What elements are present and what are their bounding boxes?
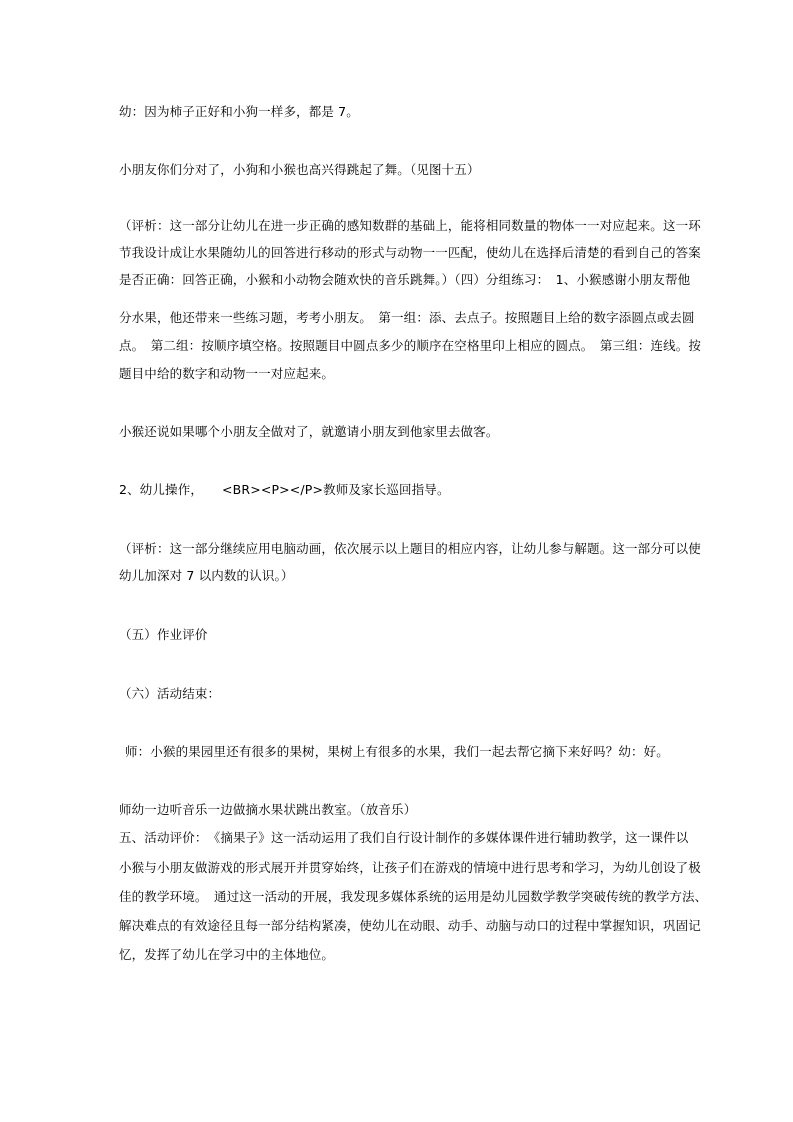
paragraph-line: 题目中给的数字和动物一一对应起来。 [119, 366, 335, 381]
paragraph-line: 2、幼儿操作， <BR><P></P>教师及家长巡回指导。 [119, 482, 450, 497]
paragraph-line: 佳的教学环境。 通过这一活动的开展，我发现多媒体系统的运用是幼儿园数学教学突破传统的教学方法、 [119, 889, 708, 904]
paragraph-line: 幼儿加深对 7 以内数的认识。） [119, 568, 294, 583]
section-heading: （六）活动结束： [119, 686, 221, 701]
section-heading: （五）作业评价 [119, 627, 208, 642]
paragraph-line: 师幼一边听音乐一边做摘水果状跳出教室。（放音乐） [119, 802, 417, 817]
paragraph-line: 小猴还说如果哪个小朋友全做对了，就邀请小朋友到他家里去做客。 [119, 424, 499, 439]
paragraph-line: 幼：因为柿子正好和小狗一样多，都是 7。 [119, 104, 359, 119]
paragraph-line: 师：小猴的果园里还有很多的果树，果树上有很多的水果，我们一起去帮它摘下来好吗？幼：好。 [125, 744, 669, 759]
paragraph-line: 五、活动评价： 《摘果子》这一活动运用了我们自行设计制作的多媒体课件进行辅助教学，这一课件以 [119, 830, 689, 845]
paragraph-line: 点。 第二组：按顺序填空格。按照题目中圆点多少的顺序在空格里印上相应的圆点。 第三组：连线。按 [119, 338, 702, 353]
paragraph-line: 解决难点的有效途径且每一部分结构紧凑，使幼儿在动眼、动手、动脑与动口的过程中掌握知识，巩固记 [119, 918, 701, 933]
paragraph-line: （评析：这一部分继续应用电脑动画，依次展示以上题目的相应内容，让幼儿参与解题。这一部分可以使 [119, 541, 701, 556]
paragraph-line: 忆，发挥了幼儿在学习中的主体地位。 [119, 947, 335, 962]
paragraph-line: 小朋友你们分对了，小狗和小猴也高兴得跳起了舞。（见图十五） [119, 162, 480, 177]
paragraph-line: 节我设计成让水果随幼儿的回答进行移动的形式与动物一一匹配，使幼儿在选择后清楚的看到自己的答案 [119, 245, 701, 260]
paragraph-line: （评析：这一部分让幼儿在进一步正确的感知数群的基础上，能将相同数量的物体一一对应起来。这一环 [119, 218, 701, 233]
paragraph-line: 小猴与小朋友做游戏的形式展开并贯穿始终，让孩子们在游戏的情境中进行思考和学习，为幼儿创设了极 [119, 860, 701, 875]
paragraph-line: 分水果，他还带来一些练习题，考考小朋友。 第一组：添、去点子。按照题目上给的数字添圆点或去圆 [119, 310, 695, 325]
paragraph-line: 是否正确：回答正确，小猴和小动物会随欢快的音乐跳舞。）（四）分组练习： 1、小猴感谢小朋友帮他 [119, 272, 691, 287]
